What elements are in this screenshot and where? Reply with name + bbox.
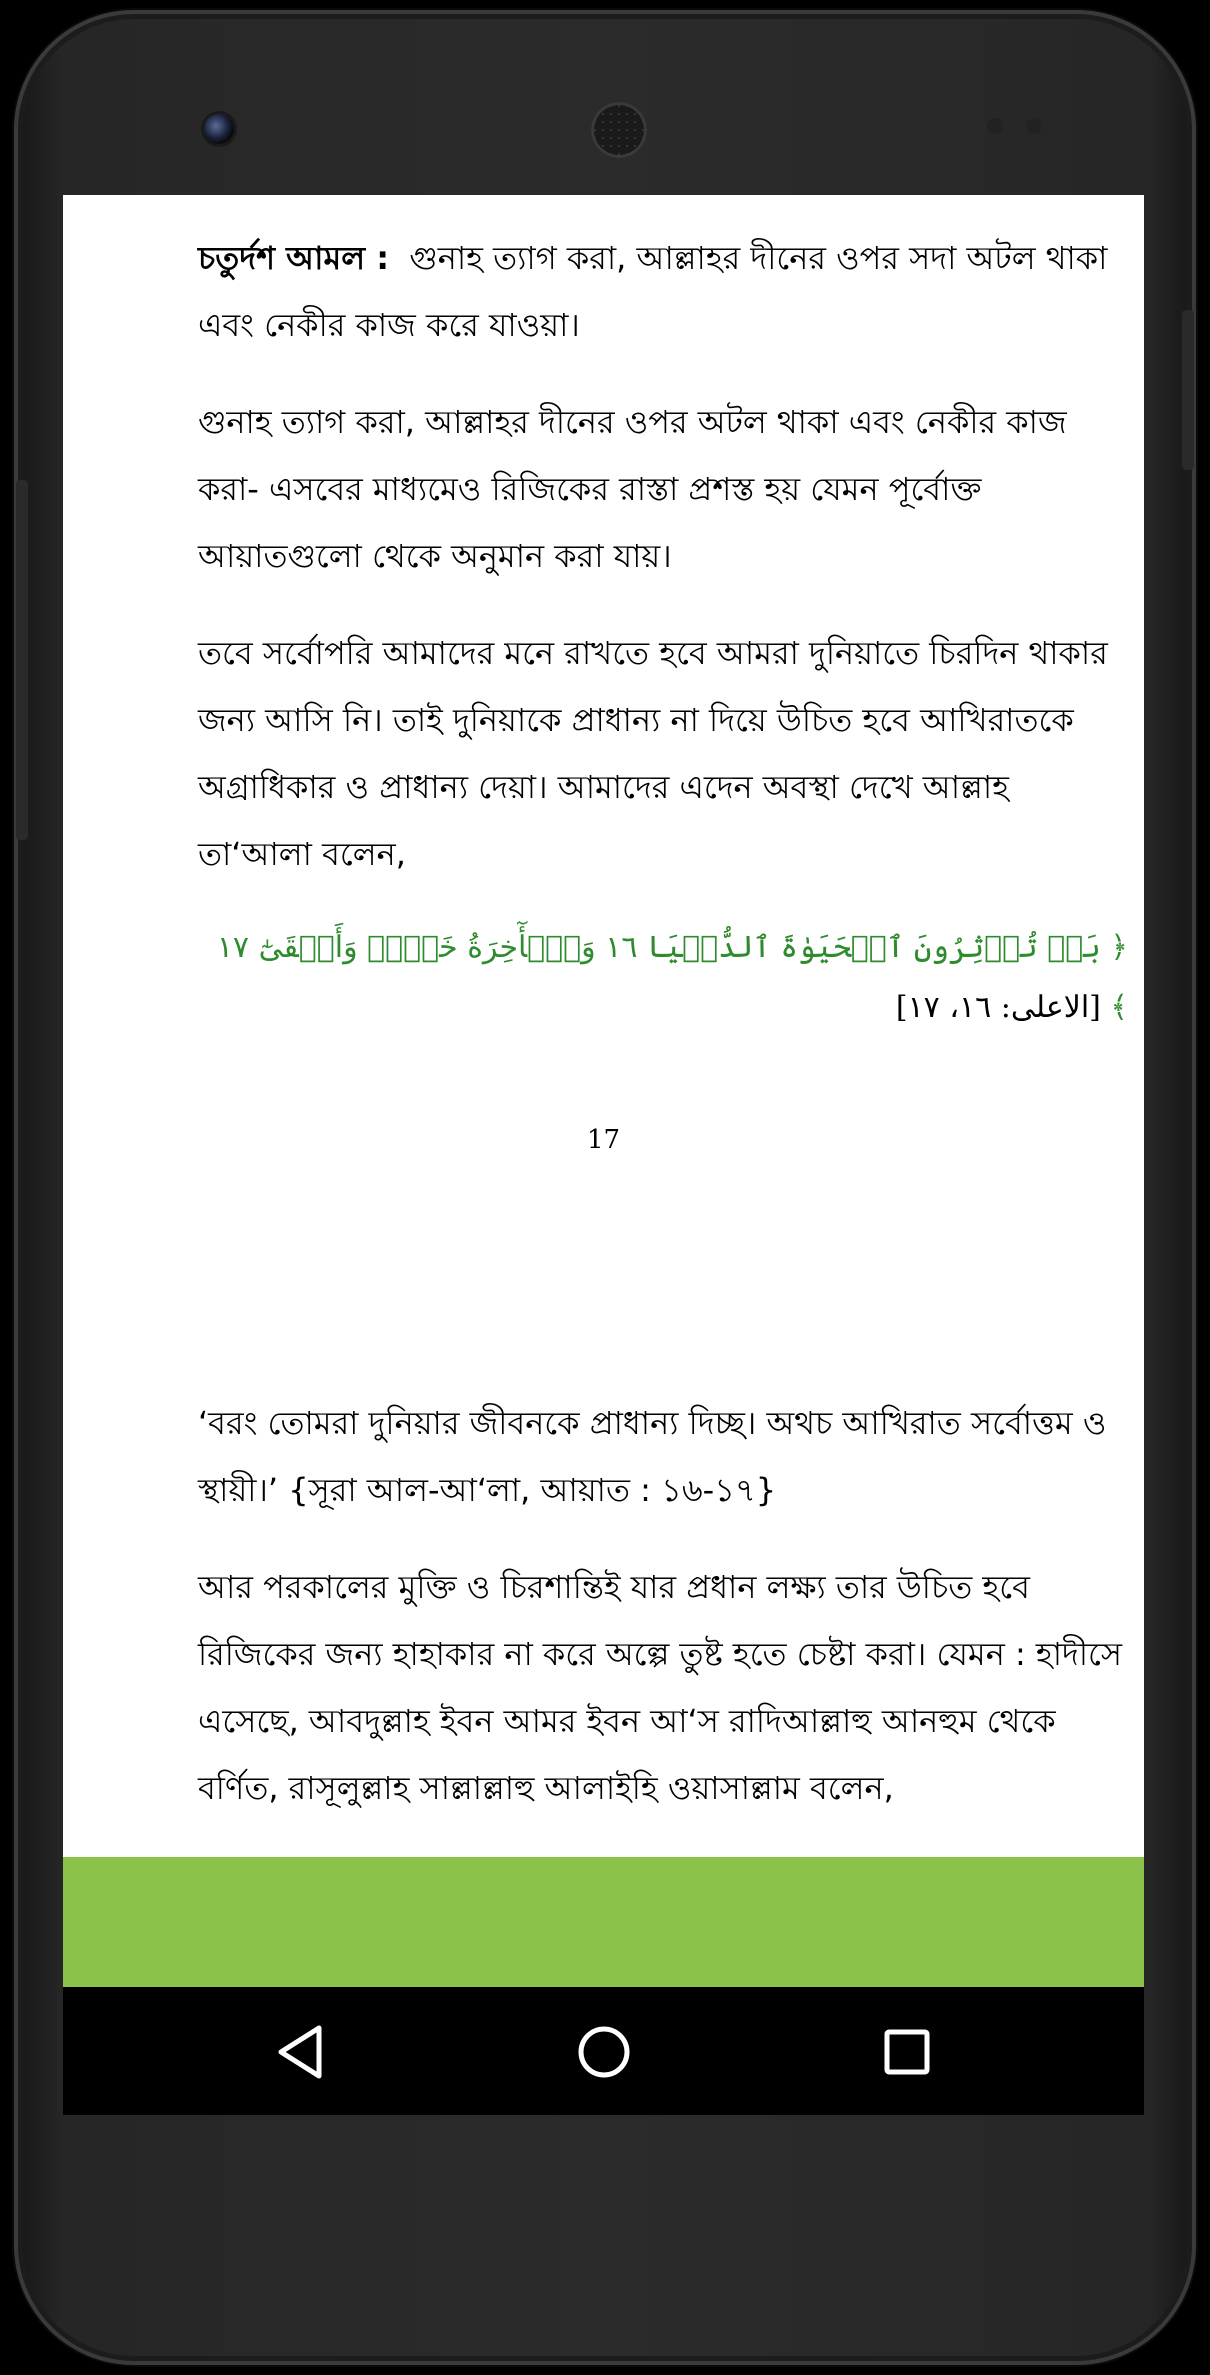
volume-button: [16, 480, 28, 840]
translation-paragraph: ‘বরং তোমরা দুনিয়ার জীবনকে প্রাধান্য দিচ্ছ। অথচ আখিরাত সর্বোত্তম ও স্থায়ী।’ {সূরা আল-আ‘লা, আয়াত : ১৬-১৭}: [198, 1404, 1117, 1509]
light-sensor-icon: [1026, 118, 1042, 134]
body-paragraph: তবে সর্বোপরি আমাদের মনে রাখতে হবে আমরা দুনিয়াতে চিরদিন থাকার জন্য আসি নি। তাই দুনিয়াকে প্রাধান্য না দিয়ে উচিত হবে আখিরাতকে অগ্রাধিকার ও প্রাধান্য দেয়া। আমাদের এদেন অবস্থা দেখে আল্লাহ তা‘আলা বলেন,: [198, 634, 1118, 873]
phone-screen[interactable]: [63, 195, 1144, 2115]
page-number: 17: [586, 1125, 621, 1155]
quran-ayah-text: ﴿ بَلۡ تُؤۡثِرُونَ ٱلۡحَيَوٰةَ ٱلدُّنۡيَا ١٦ وَٱلۡأٓخِرَةُ خَيۡرٞ وَأَبۡقَىٰٓ ١٧ ﴾: [216, 930, 1128, 1025]
quran-ayah: [198, 918, 1128, 1038]
recent-apps-square-icon: [882, 2027, 932, 2077]
reader-page-bottom: [198, 1390, 1133, 1852]
body-paragraph: গুনাহ ত্যাগ করা, আল্লাহর দীনের ওপর অটল থাকা এবং নেকীর কাজ করা- এসবের মাধ্যমেও রিজিকের রাস্তা প্রশস্ত হয় যেমন পূর্বোক্ত আয়াতগুলো থেকে অনুমান করা যায়।: [198, 403, 1077, 575]
earpiece-speaker-icon: [591, 102, 647, 158]
proximity-sensor-icon: [987, 118, 1003, 134]
power-button: [1182, 310, 1194, 470]
amal-heading-paragraph: [198, 225, 1128, 359]
body-paragraph: আর পরকালের মুক্তি ও চিরশান্তিই যার প্রধান লক্ষ্য তার উচিত হবে রিজিকের জন্য হাহাকার না করে অল্পে তুষ্ট হতে চেষ্টা করা। যেমন : হাদীসে এসেছে, আবদুল্লাহ ইবন আমর ইবন আ‘স রাদিআল্লাহু আনহুম থেকে বর্ণিত, রাসূলুল্লাহ সাল্লাল্লাহু আলাইহি ওয়াসাল্লাম বলেন,: [198, 1568, 1133, 1807]
ad-banner[interactable]: [63, 1857, 1144, 1987]
back-button[interactable]: [255, 2007, 345, 2097]
recent-apps-button[interactable]: [862, 2007, 952, 2097]
back-triangle-icon: [275, 2024, 325, 2080]
home-circle-icon: [576, 2024, 632, 2080]
amal-heading-text: গুনাহ ত্যাগ করা, আল্লাহর দীনের ওপর সদা অটল থাকা এবং নেকীর কাজ করে যাওয়া।: [198, 239, 1118, 344]
system-navigation-bar: [63, 1987, 1144, 2115]
home-button[interactable]: [559, 2007, 649, 2097]
amal-heading-title: চতুর্দশ আমল :: [198, 239, 390, 277]
reader-page-top: [198, 225, 1128, 1038]
front-camera-icon: [204, 114, 234, 144]
quran-ayah-reference: [الاعلى: ١٦، ١٧]: [895, 990, 1111, 1025]
